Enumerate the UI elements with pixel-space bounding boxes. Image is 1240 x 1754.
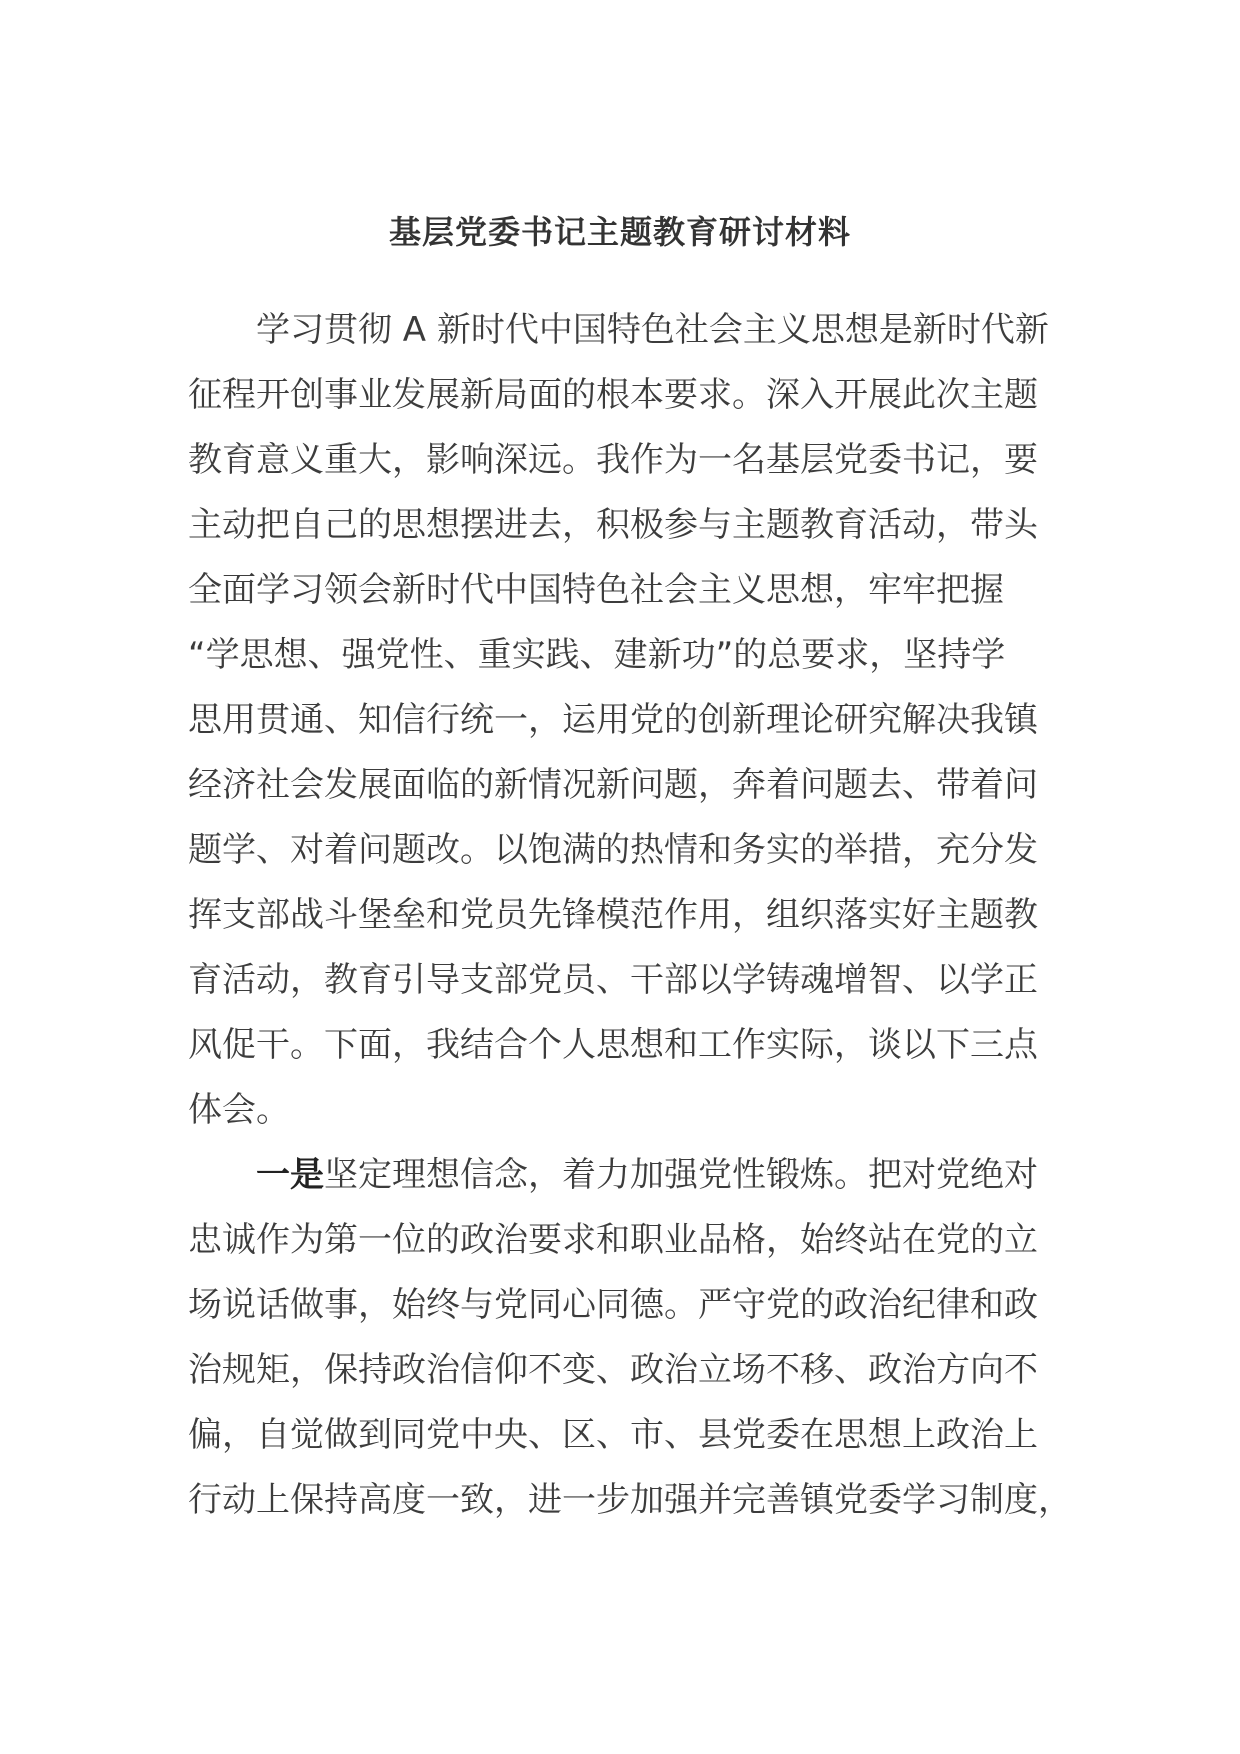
document-body (188, 298, 1072, 1533)
paragraph-line: “学思想、强党性、重实践、建新功”的总要求，坚持学 (188, 635, 1006, 675)
paragraph-line: 教育意义重大，影响深远。我作为一名基层党委书记，要 (188, 440, 1038, 480)
point-one-line: 场说话做事，始终与党同心同德。严守党的政治纪律和政 (188, 1285, 1038, 1325)
point-one-line: 行动上保持高度一致，进一步加强并完善镇党委学习制度， (188, 1480, 1072, 1520)
paragraph-line: 题学、对着问题改。以饱满的热情和务实的举措，充分发 (188, 830, 1038, 870)
paragraph-line: 体会。 (188, 1090, 290, 1130)
point-one-line: 治规矩，保持政治信仰不变、政治立场不移、政治方向不 (188, 1350, 1038, 1390)
paragraph-line: 思用贯通、知信行统一，运用党的创新理论研究解决我镇 (188, 700, 1038, 740)
paragraph-line: 挥支部战斗堡垒和党员先锋模范作用，组织落实好主题教 (188, 895, 1038, 935)
paragraph-line: 学习贯彻 A 新时代中国特色社会主义思想是新时代新 (256, 310, 1049, 350)
point-one-line: 偏，自觉做到同党中央、区、市、县党委在思想上政治上 (188, 1415, 1038, 1455)
point-one-text: 坚定理想信念，着力加强党性锻炼。把对党绝对 (324, 1155, 1038, 1195)
point-one-lead: 一是 (256, 1155, 324, 1195)
paragraph-line: 征程开创事业发展新局面的根本要求。深入开展此次主题 (188, 375, 1038, 415)
paragraph-line: 主动把自己的思想摆进去，积极参与主题教育活动，带头 (188, 505, 1038, 545)
paragraph-line: 全面学习领会新时代中国特色社会主义思想，牢牢把握 (188, 570, 1004, 610)
point-one-line: 忠诚作为第一位的政治要求和职业品格，始终站在党的立 (188, 1220, 1038, 1260)
paragraph-line: 育活动，教育引导支部党员、干部以学铸魂增智、以学正 (188, 960, 1038, 1000)
document-title: 基层党委书记主题教育研讨材料 (388, 213, 851, 251)
paragraph-line: 风促干。下面，我结合个人思想和工作实际，谈以下三点 (188, 1025, 1038, 1065)
point-one-first-line (188, 1143, 1038, 1208)
paragraph-line: 经济社会发展面临的新情况新问题，奔着问题去、带着问 (188, 765, 1038, 805)
